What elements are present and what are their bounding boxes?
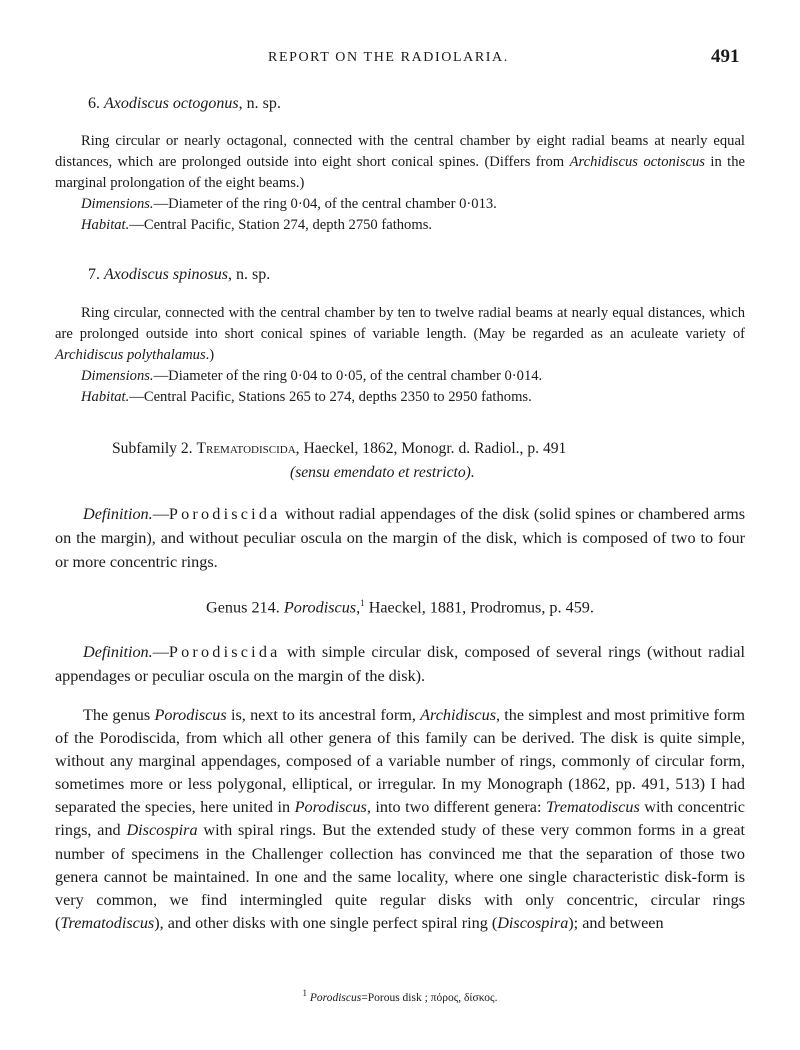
genus-heading: Genus 214. Porodiscus,$^1$ Haeckel, 1881, Prodromus, p. 459. (206, 598, 594, 617)
genus-name: Porodiscus (283, 598, 357, 617)
species-6-description: Ring circular or nearly octagonal, connected with the central chamber by eight radial beams at nearly equal distances, which are prolonged outside into eight short conical spines. (Differs from Archidiscus octoniscus in the marginal prolongation of the eight beams.) (55, 133, 745, 191)
subfamily-sensu: (sensu emendato et restricto). (290, 464, 475, 481)
running-head (0, 46, 800, 76)
subfamily-definition: Definition.—Porodiscida without radial appendages of the disk (solid spines or chambered arms on the margin), and without peculiar oscula on the margin of the disk, which is composed of two to four or more concentric rings. (55, 505, 745, 571)
species-6-dimensions: Dimensions.—Diameter of the ring 0·04, of the central chamber 0·013. (81, 196, 497, 212)
page-number: 491 (711, 46, 740, 67)
running-title: REPORT ON THE RADIOLARIA. (268, 50, 509, 65)
footnote: $^1$ Porodiscus=Porous disk ; πόρος, δίσκος. (302, 988, 498, 1004)
genus-definition: Definition.—Porodiscida with simple circular disk, composed of several rings (without radial appendages or peculiar oscula on the margin of the disk). (55, 643, 745, 685)
species-7-name: Axodiscus spinosus (104, 266, 228, 283)
species-6-heading: 6. Axodiscus octogonus, n. sp. (88, 95, 281, 112)
species-6-name: Axodiscus octogonus (104, 95, 239, 112)
subfamily-heading: Subfamily 2. Trematodiscida, Haeckel, 1862, Monogr. d. Radiol., p. 491 (112, 440, 567, 457)
species-7-description: Ring circular, connected with the central chamber by ten to twelve radial beams at nearly equal distances, which are prolonged outside into short conical spines of variable length. (May be regarded as an aculeate variety of Archidiscus polythalamus.) (55, 305, 745, 363)
species-7-heading: 7. Axodiscus spinosus, n. sp. (88, 266, 271, 283)
species-6-habitat: Habitat.—Central Pacific, Station 274, depth 2750 fathoms. (81, 217, 433, 233)
species-7-habitat: Habitat.—Central Pacific, Stations 265 to 274, depths 2350 to 2950 fathoms. (81, 389, 532, 405)
species-7-dimensions: Dimensions.—Diameter of the ring 0·04 to 0·05, of the central chamber 0·014. (81, 368, 543, 384)
genus-discussion: The genus Porodiscus is, next to its ancestral form, Archidiscus, the simplest and most primitive form of the Porodiscida, from which all other genera of this family can be derived. The disk is quite simple, without any marginal appendages, composed of a variable number of rings, commonly of circular form, sometimes more or less polygonal, elliptical, or irregular. In my Monograph (1862, pp. 491, 513) I had separated the species, here united in Porodiscus, into two different genera: Trematodiscus with concentric rings, and Discospira with spiral rings. But the extended study of these very common forms in a great number of specimens in the Challenger collection has convinced me that the separation of those two genera cannot be maintained. In one and the same locality, where one single characteristic disk-form is very common, we find intermingled quite regular disks with only concentric, circular rings (Trematodiscus), and other disks with one single perfect spiral ring (Discospira); and between (55, 706, 746, 932)
subfamily-name: Trematodiscida (196, 440, 296, 457)
